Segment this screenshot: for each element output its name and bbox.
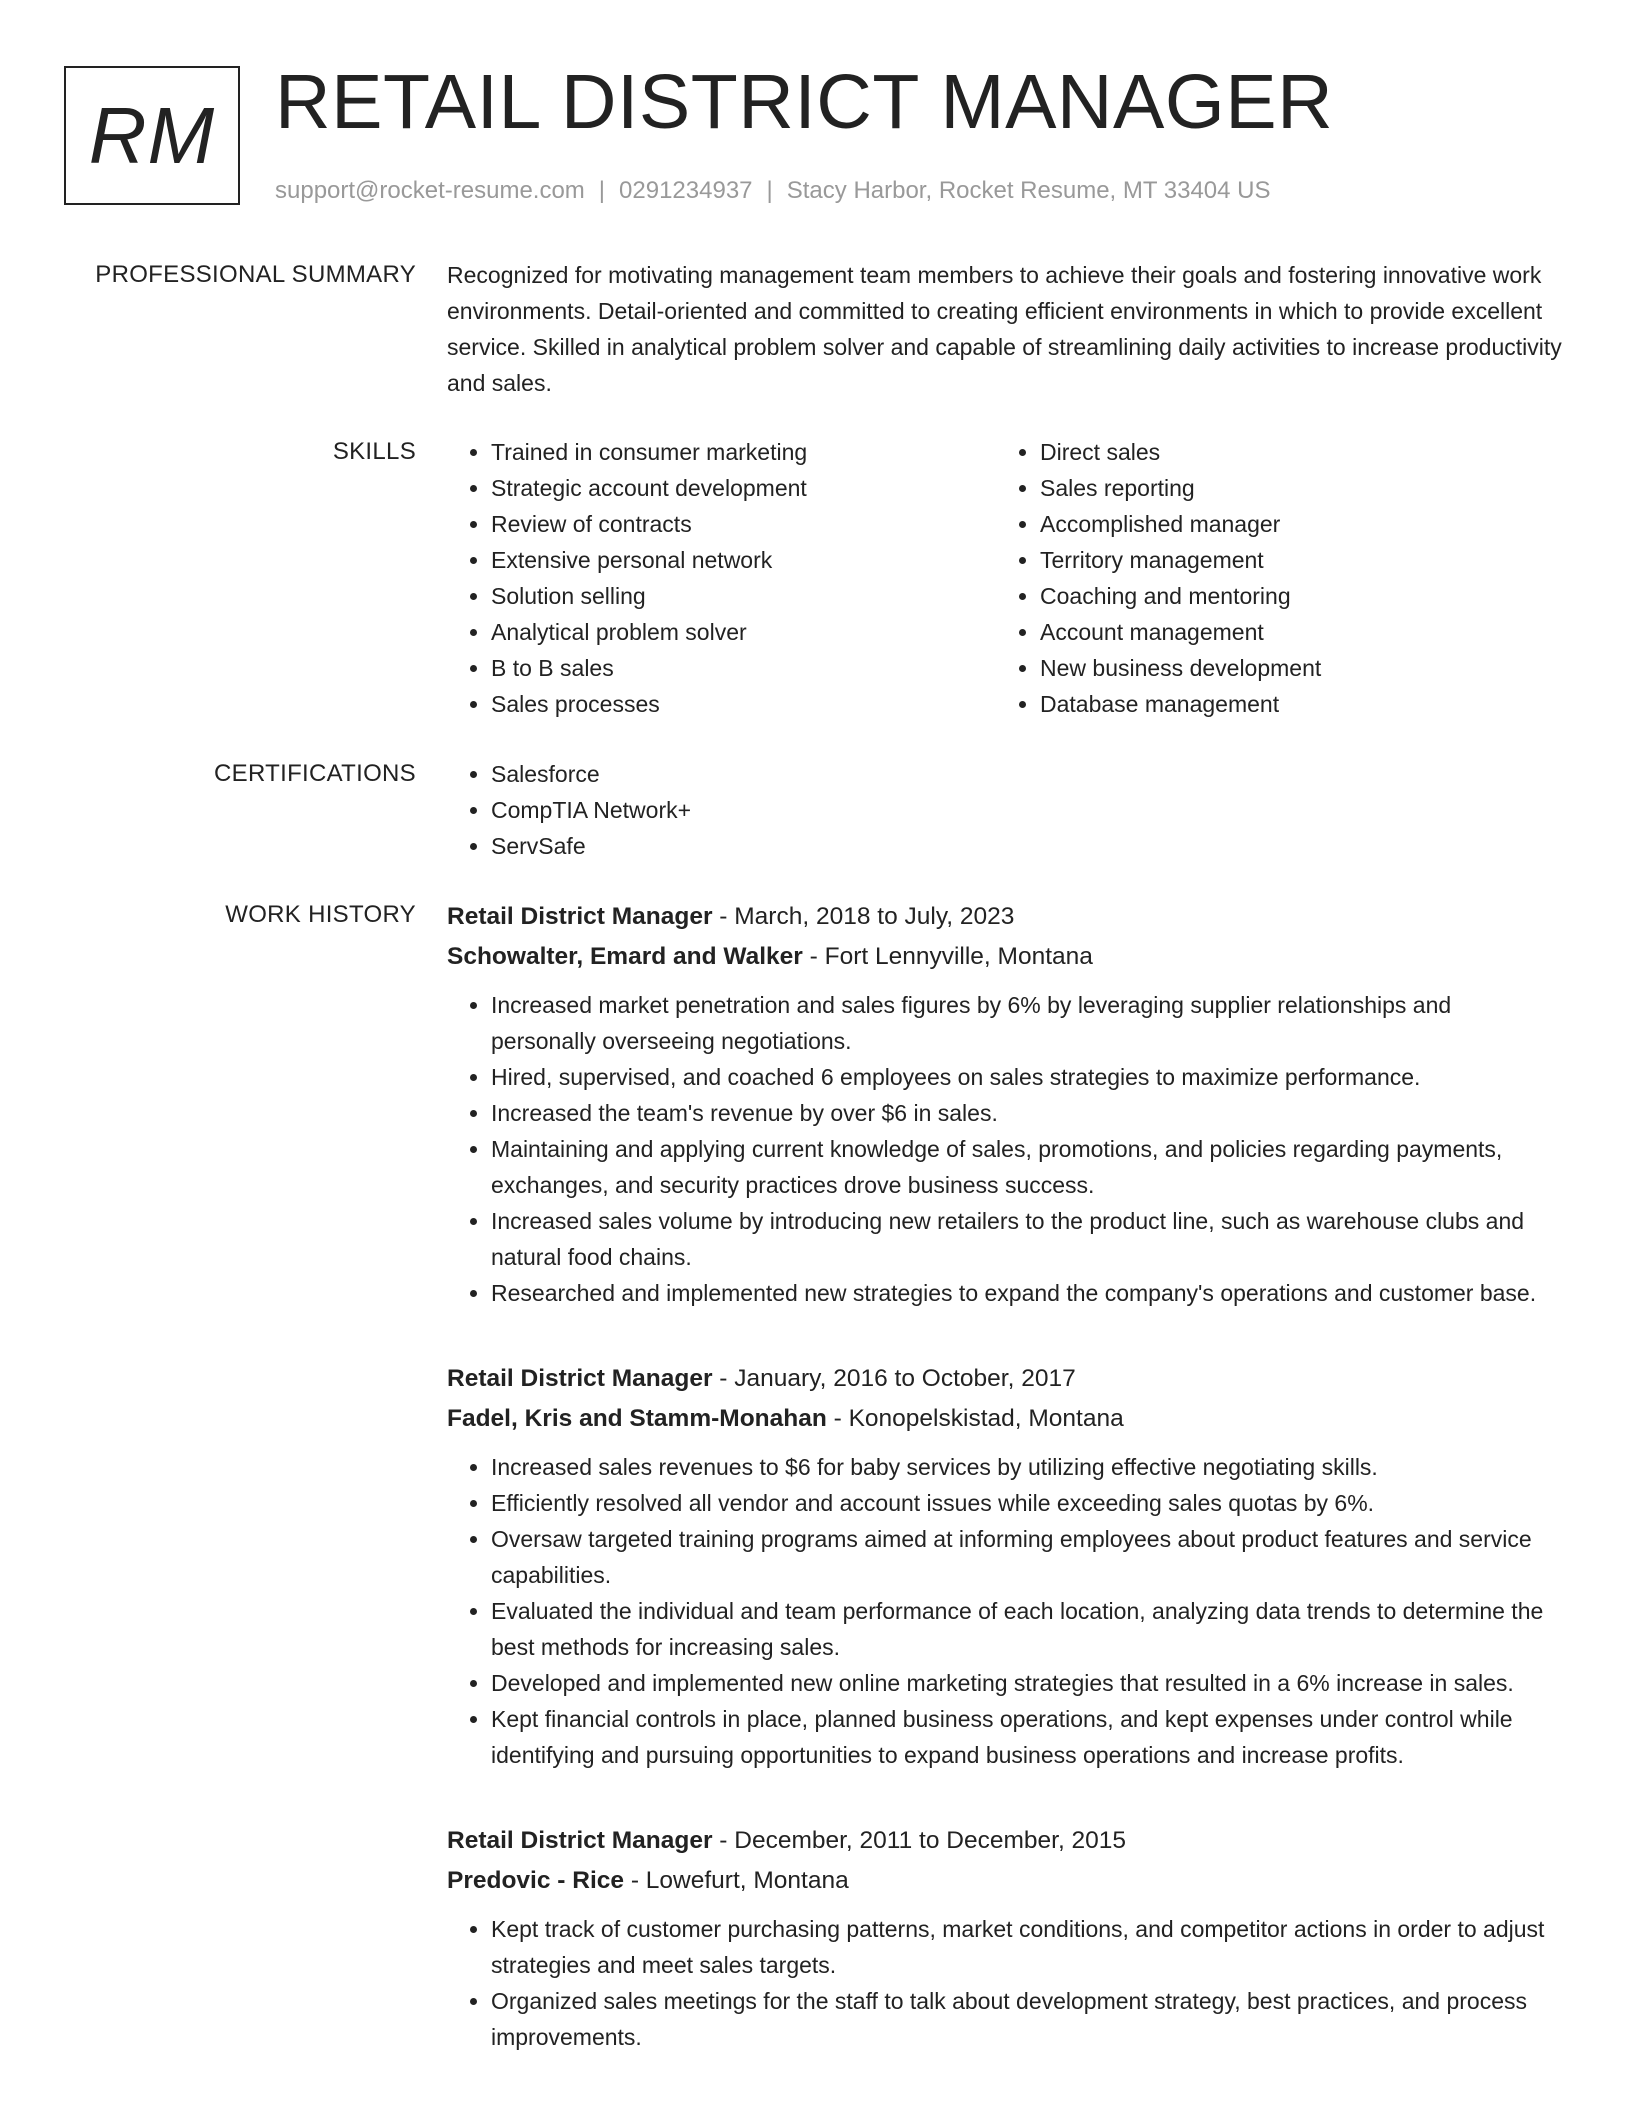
- section-label-summary: PROFESSIONAL SUMMARY: [95, 261, 416, 288]
- page-title: RETAIL DISTRICT MANAGER: [275, 59, 1334, 145]
- job-bullet: • Oversaw targeted training programs aimed at informing employees about product features and service capabilities.: [491, 1521, 1562, 1593]
- job-bullet: • Kept track of customer purchasing patterns, market conditions, and competitor actions in order to adjust strategies and meet sales targets.: [491, 1911, 1562, 1983]
- job-bullets: [447, 987, 1562, 1311]
- certifications-list: [447, 756, 1562, 864]
- skills-body: [447, 434, 1562, 722]
- job-title-line: [447, 1359, 1562, 1399]
- job-company: Fadel, Kris and Stamm-Monahan: [447, 1405, 827, 1432]
- job-company: Schowalter, Emard and Walker: [447, 943, 803, 970]
- job-bullet: • Hired, supervised, and coached 6 employees on sales strategies to maximize performance.: [491, 1059, 1562, 1095]
- skill-item: • New business development: [1040, 650, 1600, 686]
- skills-list-left: [447, 434, 996, 722]
- job-location: - Lowefurt, Montana: [624, 1867, 849, 1894]
- job-title: Retail District Manager: [447, 903, 713, 930]
- skill-item: • Coaching and mentoring: [1040, 578, 1600, 614]
- job-bullet: • Increased the team's revenue by over $6 in sales.: [491, 1095, 1562, 1131]
- job-location: - Konopelskistad, Montana: [826, 1405, 1124, 1432]
- job-bullets: [447, 1449, 1562, 1773]
- skills-list-right: [996, 434, 1600, 722]
- monogram-initials: RM: [88, 90, 216, 180]
- work-body: [447, 897, 1562, 2055]
- skill-item: • Database management: [1040, 686, 1600, 722]
- contact-address: Stacy Harbor, Rocket Resume, MT 33404 US: [786, 177, 1271, 204]
- job-company-line: [447, 937, 1562, 977]
- job-dates: - December, 2011 to December, 2015: [712, 1827, 1127, 1854]
- job-company-line: [447, 1861, 1562, 1901]
- job-location: - Fort Lennyville, Montana: [802, 943, 1093, 970]
- job-title: Retail District Manager: [447, 1827, 713, 1854]
- summary-text: Recognized for motivating management team members to achieve their goals and fostering innovative work environments. Detail-oriented and committed to creating efficient environments in which to provide excellent service. Skilled in analytical problem solver and capable of streamlining daily activities to increase productivity and sales.: [447, 262, 1562, 396]
- skill-item: • Review of contracts: [491, 506, 996, 542]
- certification-item: • CompTIA Network+: [491, 792, 1562, 828]
- skill-item: • Direct sales: [1040, 434, 1600, 470]
- job-bullet: • Increased market penetration and sales figures by 6% by leveraging supplier relationships and personally overseeing negotiations.: [491, 987, 1562, 1059]
- job-title-line: [447, 897, 1562, 937]
- skill-item: • B to B sales: [491, 650, 996, 686]
- job-bullet: • Evaluated the individual and team performance of each location, analyzing data trends to determine the best methods for increasing sales.: [491, 1593, 1562, 1665]
- monogram-box: [64, 66, 240, 205]
- certifications-body: [447, 756, 1562, 864]
- summary-body: [447, 257, 1562, 401]
- certification-item: • ServSafe: [491, 828, 1562, 864]
- contact-phone[interactable]: 0291234937: [619, 177, 753, 204]
- job-title-line: [447, 1821, 1562, 1861]
- contact-email[interactable]: support@rocket-resume.com: [275, 177, 585, 204]
- job-bullet: • Developed and implemented new online marketing strategies that resulted in a 6% increase in sales.: [491, 1665, 1562, 1701]
- contact-line: [275, 175, 1271, 207]
- job-bullet: • Maintaining and applying current knowledge of sales, promotions, and policies regarding payments, exchanges, and security practices drove business success.: [491, 1131, 1562, 1203]
- skill-item: • Accomplished manager: [1040, 506, 1600, 542]
- job-entry: [447, 1359, 1562, 1773]
- section-label-certifications: CERTIFICATIONS: [214, 760, 416, 787]
- skill-item: • Territory management: [1040, 542, 1600, 578]
- job-bullet: • Increased sales volume by introducing new retailers to the product line, such as warehouse clubs and natural food chains.: [491, 1203, 1562, 1275]
- section-label-work: WORK HISTORY: [225, 901, 416, 928]
- skill-item: • Strategic account development: [491, 470, 996, 506]
- job-bullet: • Efficiently resolved all vendor and account issues while exceeding sales quotas by 6%.: [491, 1485, 1562, 1521]
- skill-item: • Sales processes: [491, 686, 996, 722]
- contact-separator: |: [766, 177, 773, 204]
- skill-item: • Extensive personal network: [491, 542, 996, 578]
- job-entry: [447, 1821, 1562, 2055]
- job-dates: - March, 2018 to July, 2023: [712, 903, 1015, 930]
- job-bullets: [447, 1911, 1562, 2055]
- contact-separator: |: [598, 177, 606, 204]
- section-label-skills: SKILLS: [332, 438, 416, 465]
- job-company: Predovic - Rice: [447, 1867, 625, 1894]
- job-title: Retail District Manager: [447, 1365, 713, 1392]
- job-entry: [447, 897, 1562, 1311]
- certification-item: • Salesforce: [491, 756, 1562, 792]
- job-company-line: [447, 1399, 1562, 1439]
- job-bullet: • Increased sales revenues to $6 for baby services by utilizing effective negotiating skills.: [491, 1449, 1562, 1485]
- skill-item: • Analytical problem solver: [491, 614, 996, 650]
- skill-item: • Sales reporting: [1040, 470, 1600, 506]
- job-dates: - January, 2016 to October, 2017: [712, 1365, 1076, 1392]
- skill-item: • Trained in consumer marketing: [491, 434, 996, 470]
- job-bullet: • Kept financial controls in place, planned business operations, and kept expenses under control while identifying and pursuing opportunities to expand business operations and increase profits.: [491, 1701, 1562, 1773]
- skill-item: • Account management: [1040, 614, 1600, 650]
- job-bullet: • Researched and implemented new strategies to expand the company's operations and customer base.: [491, 1275, 1562, 1311]
- skill-item: • Solution selling: [491, 578, 996, 614]
- job-bullet: • Organized sales meetings for the staff to talk about development strategy, best practices, and process improvements.: [491, 1983, 1562, 2055]
